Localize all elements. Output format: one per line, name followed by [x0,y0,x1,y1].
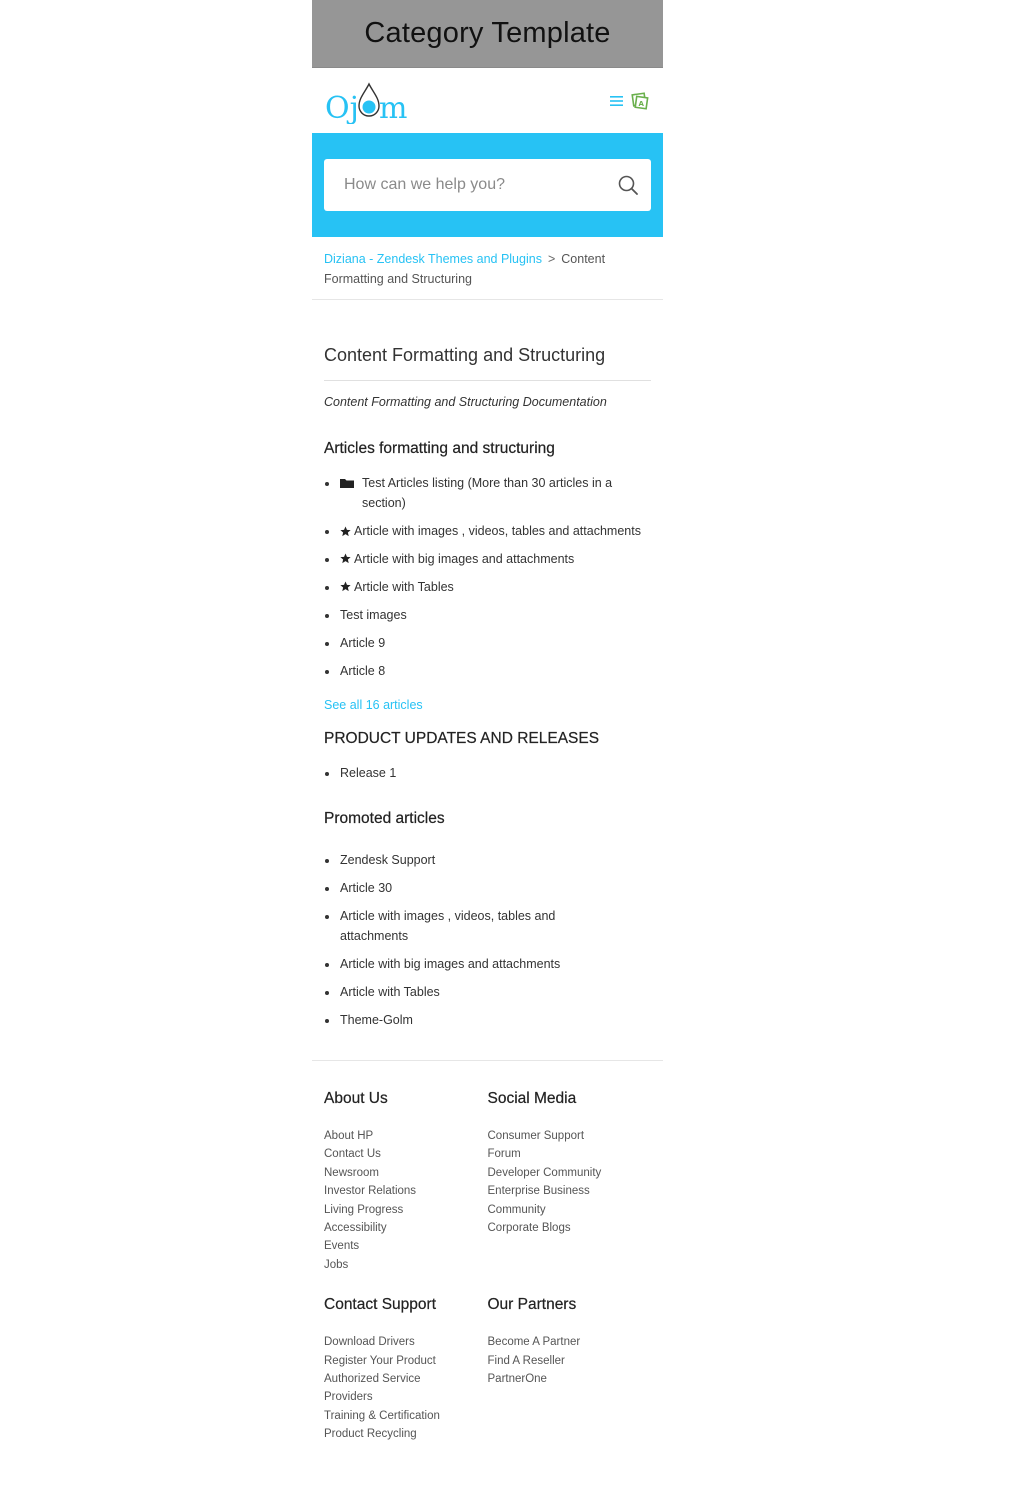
list-item [324,1145,488,1163]
list-item [324,606,651,626]
footer-divider [312,1060,663,1061]
folder-icon [340,478,354,488]
footer-link[interactable]: PartnerOne [487,1373,547,1386]
article-link[interactable]: Article with images , videos, tables and attachments [354,523,641,538]
list-item [488,1201,652,1219]
list-item [324,1256,488,1274]
list-item [324,522,651,542]
footer-link[interactable]: Training & Certification [324,1409,440,1422]
footer-link[interactable]: Community [487,1203,546,1216]
list-item [488,1352,652,1370]
footer-column-title: About Us [324,1090,388,1107]
footer-link[interactable]: Register Your Product [324,1354,436,1367]
list-item [324,1425,488,1443]
footer-link-list [488,1127,652,1237]
footer-column-title: Contact Support [324,1296,437,1314]
mobile-viewport [312,0,663,1498]
list-item [324,983,651,1003]
list-item [488,1127,652,1145]
footer-link-list [324,1127,488,1274]
footer-link[interactable]: Become A Partner [487,1336,581,1349]
see-all-articles-link[interactable]: See all 16 articles [324,697,423,712]
breadcrumb-home-link[interactable]: Diziana - Zendesk Themes and Plugins [324,252,542,266]
footer-link-list [324,1333,488,1443]
list-item [488,1164,652,1182]
footer-column-social-media [488,1089,652,1274]
list-item [324,1352,488,1370]
list-item [324,474,651,513]
article-link[interactable]: Release 1 [340,765,397,780]
promoted-article-link[interactable]: Article with big images and attachments [340,956,561,971]
breadcrumb-separator: > [547,252,556,266]
footer-link[interactable]: Download Drivers [324,1336,415,1349]
footer-link[interactable]: Corporate Blogs [487,1222,571,1235]
section-title-articles-formatting[interactable]: Articles formatting and structuring [324,440,555,457]
list-item [324,578,651,598]
article-link[interactable]: Test images [340,607,407,622]
footer-column-about-us [324,1089,488,1274]
brand-logo[interactable] [325,80,409,124]
list-item [324,955,651,975]
footer-link[interactable]: Find A Reseller [487,1354,565,1367]
breadcrumb [312,237,663,300]
list-item [488,1370,652,1388]
footer-column-our-partners [488,1295,652,1443]
list-item [324,550,651,570]
footer-column-contact-support [324,1295,488,1443]
article-link[interactable]: Article 9 [340,635,386,650]
list-item [324,907,651,946]
article-link[interactable]: Article with Tables [354,579,454,594]
article-link[interactable]: Article with big images and attachments [354,551,575,566]
list-item [324,1127,488,1145]
list-item [324,1201,488,1219]
svg-text:m: m [379,91,408,124]
footer-row-1 [324,1089,651,1274]
list-item [324,764,651,784]
article-link[interactable]: Test Articles listing (More than 30 articles in a section) [362,476,613,510]
svg-text:Oj: Oj [325,91,359,124]
footer-column-title: Social Media [487,1090,577,1107]
star-icon [340,553,351,564]
promoted-article-link[interactable]: Article 30 [340,881,393,895]
promoted-article-link[interactable]: Theme-Golm [340,1012,413,1027]
star-icon [340,526,351,537]
category-description: Content Formatting and Structuring Documentation [324,395,607,409]
list-item [324,879,651,899]
list-item [324,662,651,682]
footer-link[interactable]: Living Progress [324,1203,404,1216]
list-item [324,1333,488,1351]
language-icon[interactable] [631,92,649,110]
breadcrumb-current: Content Formatting and Structuring [324,252,606,286]
list-item [488,1219,652,1237]
hamburger-menu-icon[interactable] [609,93,625,109]
list-item [324,634,651,654]
footer [312,1089,663,1444]
promoted-article-link[interactable]: Article with Tables [340,984,440,999]
list-item [488,1145,652,1163]
list-item [324,1219,488,1237]
template-banner [312,0,663,68]
footer-link[interactable]: Contact Us [324,1148,381,1161]
section-title-product-updates[interactable]: PRODUCT UPDATES AND RELEASES [324,729,600,747]
search-input[interactable] [342,175,617,195]
svg-text:A: A [638,100,644,108]
footer-link[interactable]: Providers [324,1391,373,1404]
section-article-list [324,474,651,681]
footer-link[interactable]: Developer Community [487,1166,602,1179]
list-item [488,1182,652,1200]
list-item [324,1011,651,1031]
list-item [324,1182,488,1200]
page-title: Content Formatting and Structuring [324,343,651,381]
footer-link-list [488,1333,652,1388]
promoted-articles-title: Promoted articles [324,810,445,827]
search-icon[interactable] [617,174,639,196]
list-item [324,1370,488,1388]
footer-link[interactable]: Enterprise Business [487,1185,590,1198]
footer-link[interactable]: Jobs [324,1258,349,1271]
list-item [488,1333,652,1351]
footer-row-2 [324,1295,651,1443]
section-article-list [324,764,651,784]
footer-column-title: Our Partners [487,1296,577,1314]
footer-link[interactable]: Investor Relations [324,1185,417,1198]
list-item [324,1407,488,1425]
search-box [324,159,651,211]
promoted-article-link[interactable]: Zendesk Support [340,853,436,867]
category-content [312,343,663,1030]
footer-link[interactable]: Forum [487,1148,521,1161]
footer-link[interactable]: Consumer Support [487,1130,585,1142]
footer-link[interactable]: Accessibility [324,1222,387,1235]
search-hero [312,133,663,237]
list-item [324,1388,488,1406]
footer-link[interactable]: Product Recycling [324,1428,417,1441]
star-icon [340,581,351,592]
footer-link[interactable]: Events [324,1240,360,1253]
top-navigation-bar [312,68,663,133]
footer-link[interactable]: Authorized Service [324,1373,421,1386]
promoted-article-link[interactable]: Article with images , videos, tables and attachments [340,909,556,943]
footer-link[interactable]: Newsroom [324,1166,379,1179]
list-item [324,851,651,871]
list-item [324,1237,488,1255]
promoted-article-list [324,851,651,1030]
article-link[interactable]: Article 8 [340,663,386,678]
list-item [324,1164,488,1182]
footer-link[interactable]: About HP [324,1130,374,1142]
banner-title: Category Template [364,17,611,49]
